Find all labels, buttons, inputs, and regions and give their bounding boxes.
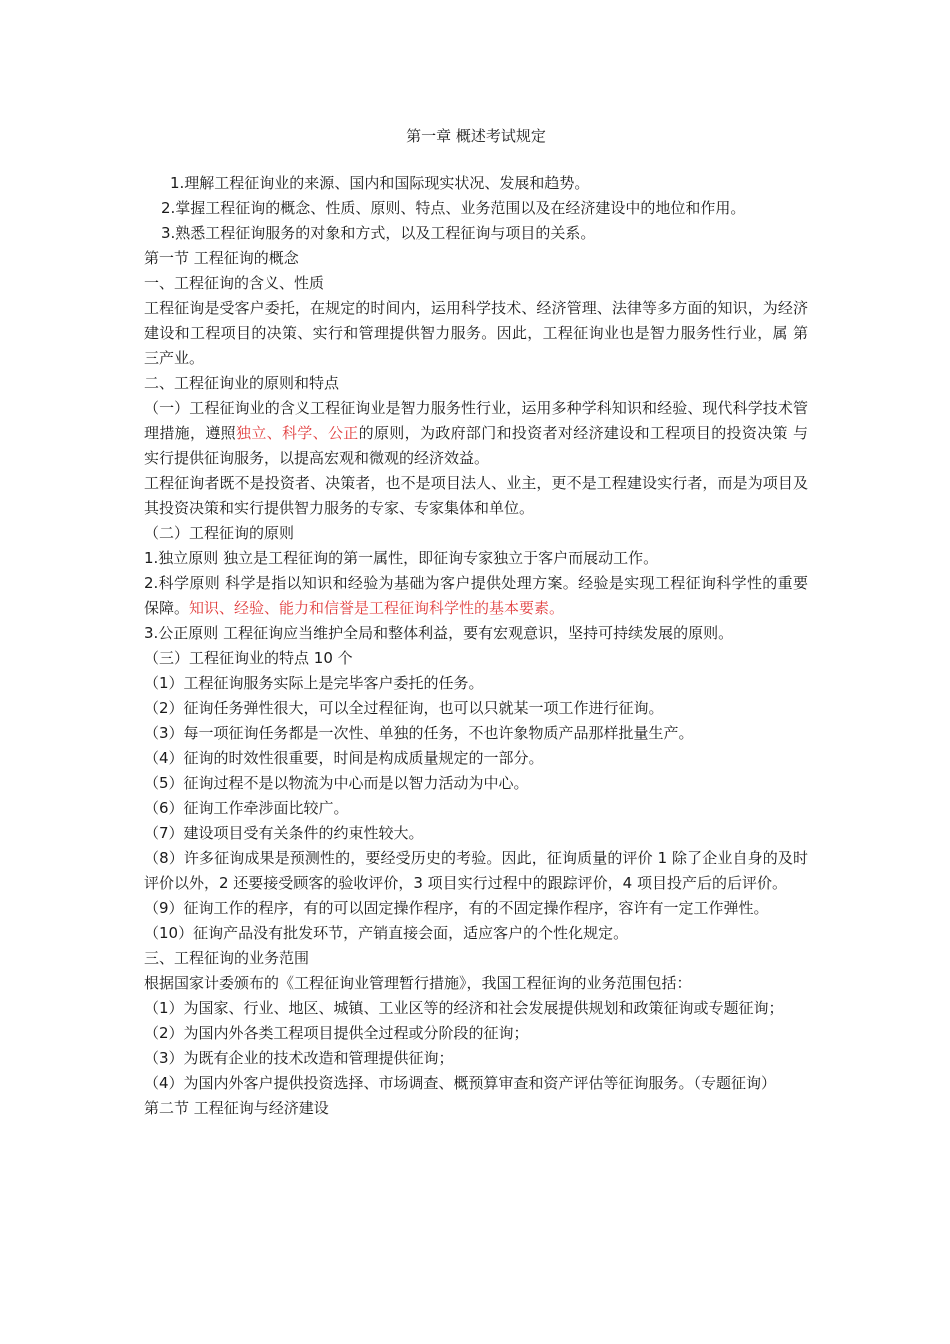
paragraph (144, 396, 808, 471)
subsection-heading: 一、工程征询的含义、性质 (144, 274, 325, 292)
paragraph-text: （一）工程征询业的含义工程征询业是智力服务性行业，运用多种学科知识和经验、现代科学技术管理措施，遵照 (144, 399, 808, 442)
list-item: （2）征询任务弹性很大，可以全过程征询，也可以只就某一项工作进行征询。 (144, 699, 664, 717)
paragraph-text: 的原则，为政府部门和投资者对经济建设和工程项目的投资决策 与实行提供征询服务，以提高宏观和微观的经济效益。 (144, 424, 808, 467)
paragraph: 工程征询是受客户委托，在规定的时间内，运用科学技术、经济管理、法律等多方面的知识，为经济建设和工程项目的决策、实行和管理提供智力服务。因此，工程征询业也是智力服务性行业，属 第三产业。 (144, 299, 808, 367)
list-item: （2）为国内外各类工程项目提供全过程或分阶段的征询； (144, 1024, 529, 1042)
subsection-heading: （二）工程征询的原则 (144, 524, 295, 542)
list-item: （9）征询工作的程序，有的可以固定操作程序，有的不固定操作程序，容许有一定工作弹性。 (144, 899, 769, 917)
subsection-heading: 三、工程征询的业务范围 (144, 949, 310, 967)
list-item: （1）工程征询服务实际上是完毕客户委托的任务。 (144, 674, 484, 692)
list-item: （4）为国内外客户提供投资选择、市场调查、概预算审查和资产评估等征询服务。（专题征询） (144, 1074, 777, 1092)
paragraph: 工程征询者既不是投资者、决策者，也不是项目法人、业主，更不是工程建设实行者，而是为项目及其投资决策和实行提供智力服务的专家、专家集体和单位。 (144, 474, 808, 517)
document-page (144, 124, 808, 1121)
highlight-text: 独立、科学、公正 (235, 424, 359, 442)
paragraph-text: 2.科学原则 科学是指以知识和经验为基础为客户提供处理方案。经验是实现工程征询科学性的重要保障。 (144, 574, 808, 617)
section-heading: 第一节 工程征询的概念 (144, 249, 299, 267)
list-item: （3）每一项征询任务都是一次性、单独的任务，不也许象物质产品那样批量生产。 (144, 724, 694, 742)
objective-3: 3.熟悉工程征询服务的对象和方式，以及工程征询与项目的关系。 (161, 224, 596, 242)
subsection-heading: （三）工程征询业的特点 10 个 (144, 649, 353, 667)
section-heading: 第二节 工程征询与经济建设 (144, 1099, 329, 1117)
list-item: （1）为国家、行业、地区、城镇、工业区等的经济和社会发展提供规划和政策征询或专题征询； (144, 999, 784, 1017)
objective-2: 2.掌握工程征询的概念、性质、原则、特点、业务范围以及在经济建设中的地位和作用。 (161, 199, 746, 217)
principle-item (144, 571, 808, 621)
principle-item: 1.独立原则 独立是工程征询的第一属性，即征询专家独立于客户而展动工作。 (144, 549, 659, 567)
subsection-heading: 二、工程征询业的原则和特点 (144, 374, 340, 392)
chapter-title: 第一章 概述考试规定 (406, 127, 546, 145)
list-item: （10）征询产品没有批发环节，产销直接会面，适应客户的个性化规定。 (144, 924, 629, 942)
list-item: （4）征询的时效性很重要，时间是构成质量规定的一部分。 (144, 749, 544, 767)
highlight-text: 知识、经验、能力和信誉是工程征询科学性的基本要素。 (189, 599, 565, 617)
objective-1: 1.理解工程征询业的来源、国内和国际现实状况、发展和趋势。 (170, 174, 590, 192)
list-item: （7）建设项目受有关条件的约束性较大。 (144, 824, 424, 842)
paragraph: 根据国家计委颁布的《工程征询业管理暂行措施》，我国工程征询的业务范围包括： (144, 974, 692, 992)
list-item: （5）征询过程不是以物流为中心而是以智力活动为中心。 (144, 774, 529, 792)
list-item: （8）许多征询成果是预测性的，要经受历史的考验。因此，征询质量的评价 1 除了企业自身的及时评价以外，2 还要接受顾客的验收评价，3 项目实行过程中的跟踪评价，4 项目投产后的后评价。 (144, 849, 808, 892)
principle-item: 3.公正原则 工程征询应当维护全局和整体利益，要有宏观意识，坚持可持续发展的原则。 (144, 624, 734, 642)
list-item: （6）征询工作牵涉面比较广。 (144, 799, 349, 817)
list-item: （3）为既有企业的技术改造和管理提供征询； (144, 1049, 454, 1067)
